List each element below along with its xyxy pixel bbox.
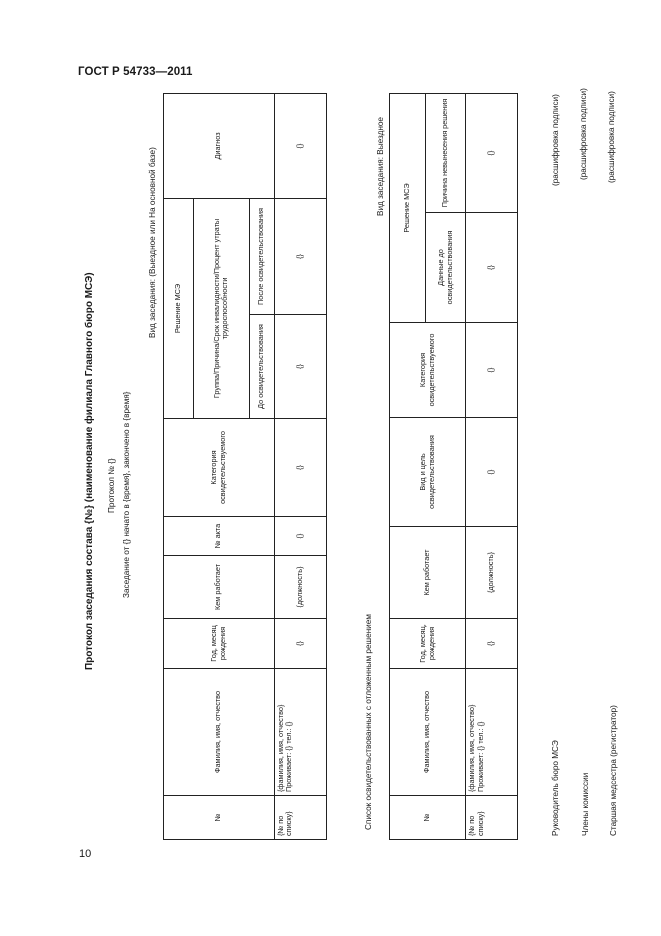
cell-after: {} [274, 199, 326, 315]
col-reason: Причина невынесения решения [426, 94, 466, 213]
table-row [274, 94, 326, 840]
protocol-title: Протокол заседания состава {№} (наименование филиала Главного бюро МСЭ) [84, 272, 95, 670]
deferred-table [389, 93, 518, 840]
col-act: № акта [164, 517, 275, 556]
cell-before: {} [274, 315, 326, 419]
col-num: № [164, 796, 275, 840]
protocol-table [163, 93, 327, 840]
col-after: После освидетельствования [249, 199, 274, 315]
col-data-before: Данные до освидетельствования [426, 213, 466, 323]
cell-job: {должность} [274, 556, 326, 619]
col-category: Категория освидетельствуемого [390, 323, 466, 418]
col-birth: Год, месяц рождения [164, 619, 275, 669]
signature-members-transcript: (расшифровка подписи) [579, 88, 588, 180]
signature-head-label: Руководитель бюро МСЭ [551, 740, 560, 836]
cell-diagnosis: {} [274, 94, 326, 199]
signature-members-label: Члены комиссии [581, 772, 590, 836]
deferred-session-type: Вид заседания: Выездное [376, 117, 385, 216]
cell-category: {} [274, 419, 326, 517]
signature-head-transcript: (расшифровка подписи) [551, 94, 560, 186]
cell-fio: {фамилия, имя, отчество} Проживает: {} тел.: {} [466, 669, 518, 796]
cell-job: {должность} [466, 527, 518, 619]
page-number: 10 [79, 848, 92, 860]
col-fio: Фамилия, имя, отчество [164, 669, 275, 796]
document-code-header: ГОСТ Р 54733—2011 [78, 66, 193, 78]
col-diagnosis: Диагноз [164, 94, 275, 199]
col-category: Категория освидетельствуемого [164, 419, 275, 517]
deferred-list-title: Список освидетельствованных с отложенным решением [364, 614, 373, 830]
cell-num: {№ по списку} [466, 796, 518, 840]
col-purpose: Вид и цель освидетельствования [390, 418, 466, 527]
cell-category: {} [466, 323, 518, 418]
session-type: Вид заседания: (Выездное или На основной базе) [148, 147, 157, 338]
signature-nurse-label: Старшая медсестра (регистратор) [609, 705, 618, 836]
signature-nurse-transcript: (расшифровка подписи) [607, 91, 616, 183]
table-row [466, 94, 518, 840]
col-decision: Решение МСЭ [390, 94, 426, 323]
col-before: До освидетельствования [249, 315, 274, 419]
cell-birth: {} [274, 619, 326, 669]
protocol-number: Протокол № {} [107, 458, 116, 513]
protocol-table-container [163, 93, 327, 840]
cell-purpose: {} [466, 418, 518, 527]
cell-reason: {} [466, 94, 518, 213]
col-birth: Год, месяц, рождения [390, 619, 466, 669]
col-job: Кем работает [164, 556, 275, 619]
col-fio: Фамилия, имя, отчество [390, 669, 466, 796]
cell-data-before: {} [466, 213, 518, 323]
cell-act: {} [274, 517, 326, 556]
col-num: № [390, 796, 466, 840]
deferred-table-container [389, 93, 518, 840]
session-time: Заседание от {} начато в {время}, закончено в {время} [122, 391, 131, 598]
cell-fio: {фамилия, имя, отчество} Проживает: {} тел.: {} [274, 669, 326, 796]
col-decision: Решение МСЭ [164, 199, 194, 419]
cell-num: {№ по списку} [274, 796, 326, 840]
col-job: Кем работает [390, 527, 466, 619]
cell-birth: {} [466, 619, 518, 669]
col-group-reason: Группа/Причина/Срок инвалидности/Процент утраты трудоспособности [194, 199, 249, 419]
